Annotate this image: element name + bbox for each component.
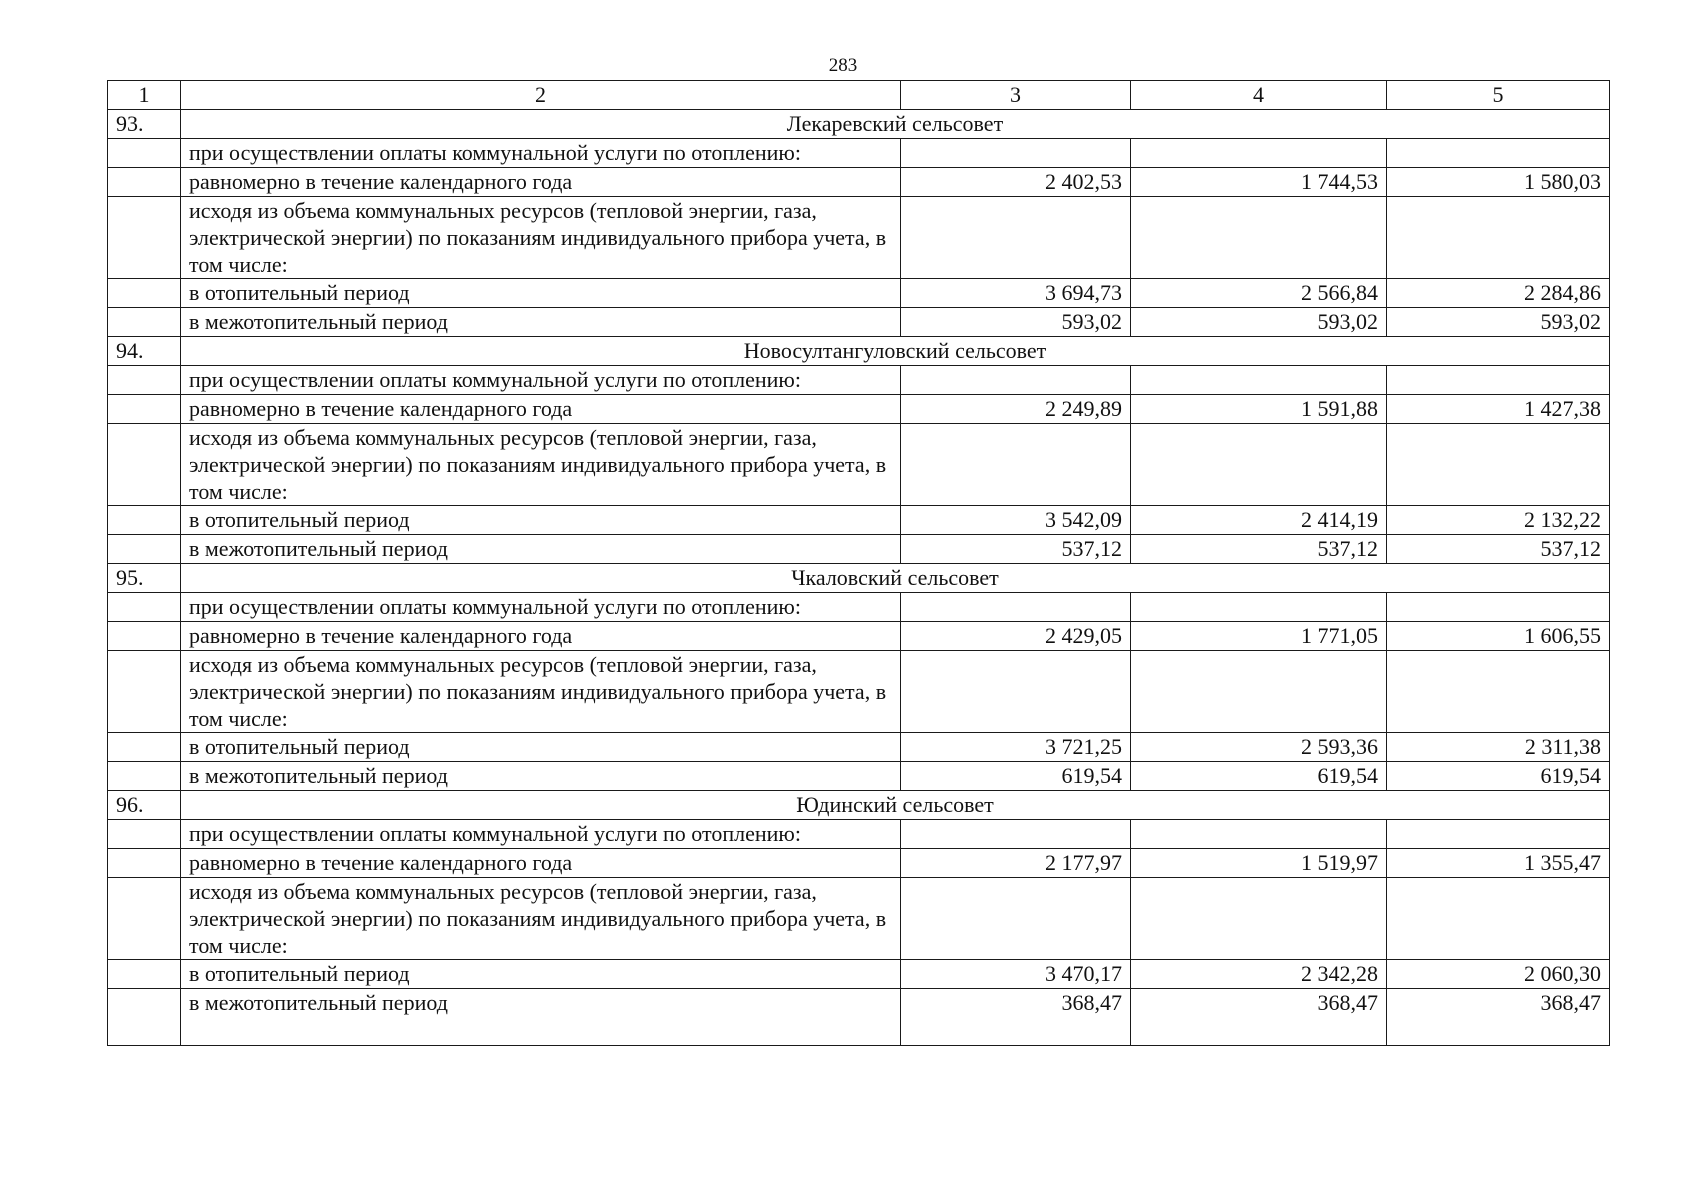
row-number-cell [108, 279, 181, 308]
column-header-5: 5 [1387, 81, 1610, 110]
value-col-4 [1131, 593, 1387, 622]
value-col-4: 2 566,84 [1131, 279, 1387, 308]
section-number: 94. [108, 337, 181, 366]
table-row [108, 139, 1610, 168]
value-col-4: 368,47 [1131, 989, 1387, 1046]
section-header-row [108, 337, 1610, 366]
row-number-cell [108, 651, 181, 733]
value-col-5: 1 427,38 [1387, 395, 1610, 424]
row-label: исходя из объема коммунальных ресурсов (тепловой энергии, газа, электрической энергии) по показаниям индивидуального прибора учета, в том числе: [181, 878, 901, 960]
section-number: 96. [108, 791, 181, 820]
column-header-1: 1 [108, 81, 181, 110]
value-col-3 [901, 820, 1131, 849]
table-row [108, 820, 1610, 849]
row-label: исходя из объема коммунальных ресурсов (тепловой энергии, газа, электрической энергии) по показаниям индивидуального прибора учета, в том числе: [181, 651, 901, 733]
value-col-4 [1131, 651, 1387, 733]
value-col-5 [1387, 820, 1610, 849]
table-row [108, 535, 1610, 564]
value-col-4: 2 593,36 [1131, 733, 1387, 762]
table-row [108, 989, 1610, 1046]
row-label: при осуществлении оплаты коммунальной услуги по отоплению: [181, 593, 901, 622]
table-row [108, 849, 1610, 878]
row-number-cell [108, 733, 181, 762]
value-col-5: 619,54 [1387, 762, 1610, 791]
value-col-3: 2 402,53 [901, 168, 1131, 197]
value-col-3: 619,54 [901, 762, 1131, 791]
table-row [108, 424, 1610, 506]
value-col-5 [1387, 197, 1610, 279]
value-col-5 [1387, 366, 1610, 395]
value-col-5: 2 311,38 [1387, 733, 1610, 762]
value-col-5 [1387, 593, 1610, 622]
value-col-4 [1131, 424, 1387, 506]
row-number-cell [108, 506, 181, 535]
row-number-cell [108, 820, 181, 849]
row-number-cell [108, 960, 181, 989]
value-col-3 [901, 197, 1131, 279]
row-label: в отопительный период [181, 733, 901, 762]
value-col-3: 2 429,05 [901, 622, 1131, 651]
row-label: равномерно в течение календарного года [181, 395, 901, 424]
section-title: Юдинский сельсовет [181, 791, 1610, 820]
value-col-4: 1 771,05 [1131, 622, 1387, 651]
table-row [108, 651, 1610, 733]
value-col-4 [1131, 820, 1387, 849]
section-header-row [108, 110, 1610, 139]
value-col-3: 3 470,17 [901, 960, 1131, 989]
value-col-3 [901, 424, 1131, 506]
value-col-5: 537,12 [1387, 535, 1610, 564]
table-row [108, 197, 1610, 279]
section-header-row [108, 791, 1610, 820]
value-col-5: 2 060,30 [1387, 960, 1610, 989]
table-row [108, 168, 1610, 197]
value-col-4 [1131, 878, 1387, 960]
row-label: в межотопительный период [181, 989, 901, 1046]
value-col-3: 3 542,09 [901, 506, 1131, 535]
table-row [108, 622, 1610, 651]
value-col-5: 593,02 [1387, 308, 1610, 337]
table-row [108, 960, 1610, 989]
value-col-4 [1131, 197, 1387, 279]
section-number: 93. [108, 110, 181, 139]
column-header-3: 3 [901, 81, 1131, 110]
table-body [108, 81, 1610, 1046]
section-header-row [108, 564, 1610, 593]
column-header-4: 4 [1131, 81, 1387, 110]
value-col-3: 537,12 [901, 535, 1131, 564]
table-row [108, 395, 1610, 424]
section-title: Лекаревский сельсовет [181, 110, 1610, 139]
value-col-3: 2 249,89 [901, 395, 1131, 424]
value-col-4: 2 342,28 [1131, 960, 1387, 989]
row-number-cell [108, 395, 181, 424]
row-number-cell [108, 989, 181, 1046]
row-number-cell [108, 849, 181, 878]
section-number: 95. [108, 564, 181, 593]
value-col-5 [1387, 651, 1610, 733]
table-row [108, 366, 1610, 395]
column-header-row [108, 81, 1610, 110]
value-col-3 [901, 139, 1131, 168]
column-header-2: 2 [181, 81, 901, 110]
value-col-4: 1 519,97 [1131, 849, 1387, 878]
value-col-3 [901, 878, 1131, 960]
table-row [108, 762, 1610, 791]
tariff-table [107, 80, 1610, 1046]
row-label: при осуществлении оплаты коммунальной услуги по отоплению: [181, 366, 901, 395]
value-col-3: 368,47 [901, 989, 1131, 1046]
table-row [108, 878, 1610, 960]
row-number-cell [108, 424, 181, 506]
row-number-cell [108, 593, 181, 622]
value-col-3 [901, 651, 1131, 733]
value-col-3 [901, 366, 1131, 395]
value-col-5: 1 606,55 [1387, 622, 1610, 651]
row-label: равномерно в течение календарного года [181, 622, 901, 651]
value-col-3: 3 694,73 [901, 279, 1131, 308]
value-col-5 [1387, 424, 1610, 506]
row-number-cell [108, 139, 181, 168]
row-label: в межотопительный период [181, 308, 901, 337]
row-label: в отопительный период [181, 279, 901, 308]
row-number-cell [108, 366, 181, 395]
section-title: Новосултангуловский сельсовет [181, 337, 1610, 366]
value-col-3: 593,02 [901, 308, 1131, 337]
row-label: равномерно в течение календарного года [181, 849, 901, 878]
row-label: в межотопительный период [181, 762, 901, 791]
row-label: равномерно в течение календарного года [181, 168, 901, 197]
row-number-cell [108, 308, 181, 337]
table-row [108, 506, 1610, 535]
value-col-4: 537,12 [1131, 535, 1387, 564]
value-col-3: 3 721,25 [901, 733, 1131, 762]
row-number-cell [108, 535, 181, 564]
page-number: 283 [828, 55, 858, 76]
table-row [108, 279, 1610, 308]
value-col-4 [1131, 139, 1387, 168]
row-label: при осуществлении оплаты коммунальной услуги по отоплению: [181, 820, 901, 849]
value-col-4: 2 414,19 [1131, 506, 1387, 535]
value-col-3 [901, 593, 1131, 622]
row-number-cell [108, 878, 181, 960]
section-title: Чкаловский сельсовет [181, 564, 1610, 593]
row-label: при осуществлении оплаты коммунальной услуги по отоплению: [181, 139, 901, 168]
row-label: исходя из объема коммунальных ресурсов (тепловой энергии, газа, электрической энергии) по показаниям индивидуального прибора учета, в том числе: [181, 424, 901, 506]
value-col-4: 1 591,88 [1131, 395, 1387, 424]
value-col-4: 619,54 [1131, 762, 1387, 791]
row-number-cell [108, 197, 181, 279]
row-label: исходя из объема коммунальных ресурсов (тепловой энергии, газа, электрической энергии) по показаниям индивидуального прибора учета, в том числе: [181, 197, 901, 279]
row-label: в межотопительный период [181, 535, 901, 564]
value-col-5: 368,47 [1387, 989, 1610, 1046]
table-row [108, 593, 1610, 622]
value-col-4 [1131, 366, 1387, 395]
row-number-cell [108, 762, 181, 791]
row-label: в отопительный период [181, 506, 901, 535]
table-row [108, 733, 1610, 762]
row-label: в отопительный период [181, 960, 901, 989]
row-number-cell [108, 168, 181, 197]
table-row [108, 308, 1610, 337]
value-col-5: 2 132,22 [1387, 506, 1610, 535]
value-col-5 [1387, 139, 1610, 168]
value-col-4: 1 744,53 [1131, 168, 1387, 197]
row-number-cell [108, 622, 181, 651]
value-col-5: 1 580,03 [1387, 168, 1610, 197]
value-col-4: 593,02 [1131, 308, 1387, 337]
value-col-5 [1387, 878, 1610, 960]
value-col-5: 1 355,47 [1387, 849, 1610, 878]
value-col-5: 2 284,86 [1387, 279, 1610, 308]
value-col-3: 2 177,97 [901, 849, 1131, 878]
